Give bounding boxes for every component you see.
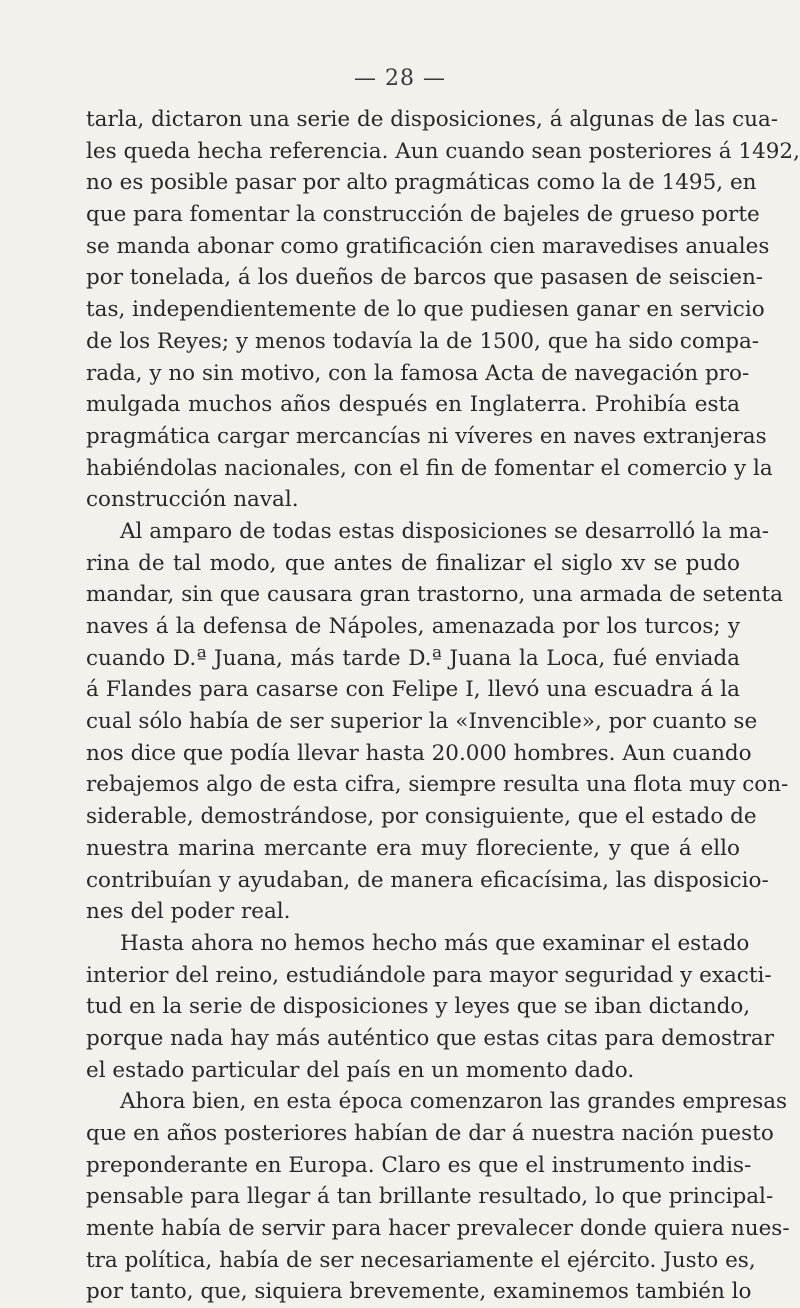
text-line: les queda hecha referencia. Aun cuando sean posteriores á 1492,: [86, 138, 800, 164]
text-line: á Flandes para casarse con Felipe I, llevó una escuadra á la: [86, 677, 740, 703]
text-line: rina de tal modo, que antes de finalizar el siglo xv se pudo: [86, 550, 740, 576]
text-line: de los Reyes; y menos todavía la de 1500, que ha sido compa-: [86, 328, 760, 354]
text-line: rebajemos algo de esta cifra, siempre resulta una flota muy con-: [86, 772, 789, 798]
body-text: [86, 104, 800, 1308]
text-line: se manda abonar como gratificación cien maravedises anuales: [86, 233, 770, 259]
text-line: construcción naval.: [86, 487, 299, 513]
text-line: pragmática cargar mercancías ni víveres en naves extranjeras: [86, 423, 767, 449]
text-line: el estado particular del país en un momento dado.: [86, 1057, 635, 1083]
text-line: porque nada hay más auténtico que estas citas para demostrar: [86, 1025, 775, 1051]
text-line: no es posible pasar por alto pragmáticas como la de 1495, en: [86, 170, 757, 196]
text-line: nes del poder real.: [86, 899, 291, 925]
text-line: cuando D.ª Juana, más tarde D.ª Juana la Loca, fué enviada: [86, 645, 740, 671]
text-line: tarla, dictaron una serie de disposiciones, á algunas de las cua-: [86, 107, 779, 132]
text-line: por tanto, que, siquiera brevemente, examinemos también lo: [86, 1279, 752, 1305]
text-line: interior del reino, estudiándole para mayor seguridad y exacti-: [86, 962, 772, 988]
text-line: mulgada muchos años después en Inglaterra. Prohibía esta: [86, 392, 740, 418]
text-line: nos dice que podía llevar hasta 20.000 hombres. Aun cuando: [86, 740, 752, 766]
text-line: que para fomentar la construcción de bajeles de grueso porte: [86, 202, 760, 228]
text-line: Al amparo de todas estas disposiciones se desarrolló la ma-: [120, 518, 770, 544]
text-line: que en años posteriores habían de dar á nuestra nación puesto: [86, 1121, 774, 1146]
text-line: siderable, demostrándose, por consiguiente, que el estado de: [86, 804, 757, 830]
text-line: cual sólo había de ser superior la «Invencible», por cuanto se: [86, 709, 758, 735]
text-line: pensable para llegar á tan brillante resultado, lo que principal-: [86, 1184, 774, 1210]
text-line: Ahora bien, en esta época comenzaron las grandes empresas: [120, 1089, 788, 1115]
text-line: por tonelada, á los dueños de barcos que pasasen de seiscien-: [86, 265, 764, 291]
text-line: tas, independientemente de lo que pudiesen ganar en servicio: [86, 297, 765, 323]
text-line: Hasta ahora no hemos hecho más que examinar el estado: [120, 930, 750, 956]
text-line: rada, y no sin motivo, con la famosa Acta de navegación pro-: [86, 360, 750, 386]
text-line: tud en la serie de disposiciones y leyes que se iban dictando,: [86, 994, 751, 1020]
text-line: naves á la defensa de Nápoles, amenazada por los turcos; y: [86, 614, 740, 639]
text-line: tra política, había de ser necesariamente el ejército. Justo es,: [86, 1247, 756, 1273]
text-line: contribuían y ayudaban, de manera eficacísima, las disposicio-: [86, 867, 769, 893]
text-line: mandar, sin que causara gran trastorno, una armada de setenta: [86, 582, 783, 608]
text-line: nuestra marina mercante era muy floreciente, y que á ello: [86, 835, 740, 861]
page-number: — 28 —: [354, 66, 446, 91]
text-line: habiéndolas nacionales, con el fin de fomentar el comercio y la: [86, 455, 773, 481]
text-line: preponderante en Europa. Claro es que el instrumento indis-: [86, 1152, 752, 1178]
text-line: mente había de servir para hacer prevalecer donde quiera nues-: [86, 1216, 790, 1242]
